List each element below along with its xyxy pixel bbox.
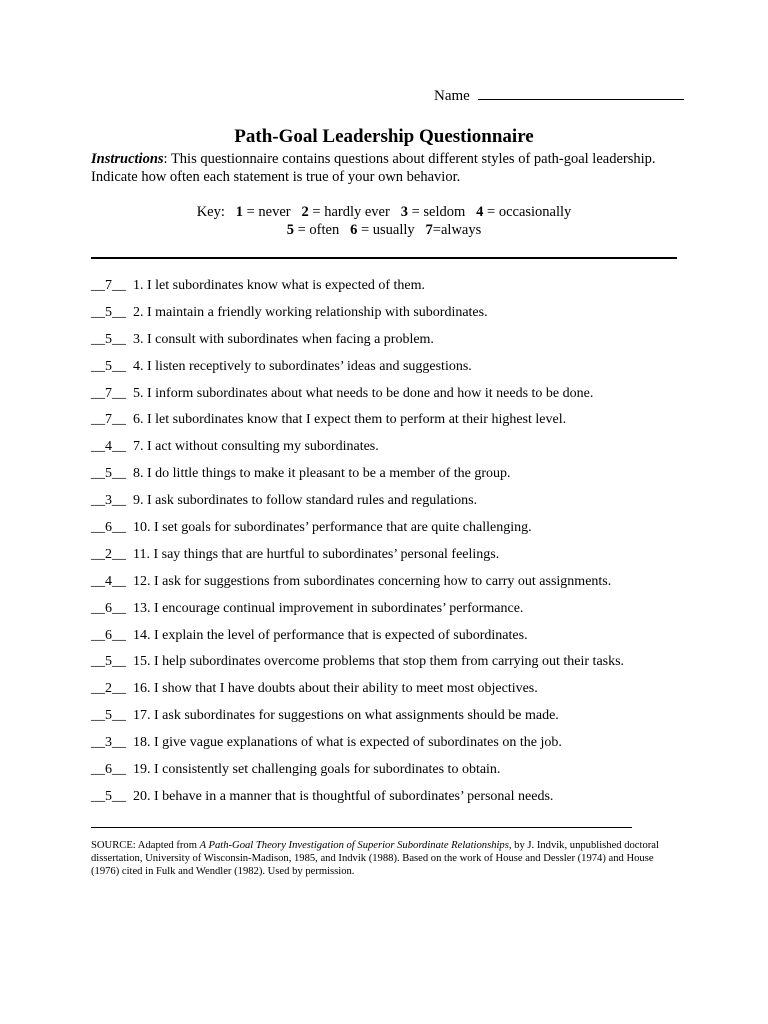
question-number: 5. xyxy=(133,385,144,401)
question-item xyxy=(91,385,691,412)
key-meaning: =always xyxy=(432,222,482,238)
key-meaning: = occasionally xyxy=(483,204,572,220)
key-meaning: = usually xyxy=(357,222,426,238)
key-number: 2 xyxy=(301,204,309,220)
answer-value: __5__ xyxy=(91,331,126,347)
question-text: I maintain a friendly working relationship with subordinates. xyxy=(147,304,488,320)
answer-value: __6__ xyxy=(91,627,126,643)
question-item xyxy=(91,600,691,627)
question-number: 14. xyxy=(133,627,151,643)
question-number: 11. xyxy=(133,546,150,562)
question-number: 17. xyxy=(133,708,151,724)
question-text: I encourage continual improvement in subordinates’ performance. xyxy=(154,600,524,616)
question-list xyxy=(91,277,691,815)
name-blank-line xyxy=(478,85,684,100)
question-text: I ask subordinates to follow standard rules and regulations. xyxy=(147,493,478,509)
question-text: I say things that are hurtful to subordinates’ personal feelings. xyxy=(153,546,500,562)
question-item xyxy=(91,788,691,815)
answer-value: __4__ xyxy=(91,439,126,455)
question-text: I set goals for subordinates’ performance that are quite challenging. xyxy=(154,520,532,536)
question-text: I ask subordinates for suggestions on what assignments should be made. xyxy=(154,708,559,724)
answer-value: __6__ xyxy=(91,762,126,778)
question-number: 20. xyxy=(133,788,151,804)
answer-value: __5__ xyxy=(91,466,126,482)
source-citation xyxy=(91,839,671,878)
answer-value: __5__ xyxy=(91,654,126,670)
key-number: 4 xyxy=(476,204,484,220)
question-text: I inform subordinates about what needs to be done and how it needs to be done. xyxy=(147,385,594,401)
question-number: 10. xyxy=(133,520,151,536)
answer-value: __6__ xyxy=(91,600,126,616)
question-item xyxy=(91,331,691,358)
question-text: I explain the level of performance that is expected of subordinates. xyxy=(154,627,528,643)
answer-value: __7__ xyxy=(91,278,126,293)
answer-value: __4__ xyxy=(91,573,126,589)
question-text: I consult with subordinates when facing a problem. xyxy=(147,331,434,347)
key-entry xyxy=(287,222,350,238)
answer-value: __5__ xyxy=(91,788,126,804)
key-entry xyxy=(476,204,571,220)
question-number: 3. xyxy=(133,331,144,347)
question-number: 4. xyxy=(133,358,144,374)
question-text: I behave in a manner that is thoughtful of subordinates’ personal needs. xyxy=(154,788,554,804)
question-item xyxy=(91,438,691,465)
question-item xyxy=(91,492,691,519)
instructions xyxy=(91,150,681,186)
answer-value: __7__ xyxy=(91,385,126,401)
question-text: I help subordinates overcome problems that stop them from carrying out their tasks. xyxy=(154,654,625,670)
question-item xyxy=(91,573,691,600)
question-number: 8. xyxy=(133,466,144,482)
source-suffix: , by J. Indvik, unpublished doctoral dissertation, University of Wisconsin-Madison, 1985, and Indvik (1988). Based on the work of House and Dessler (1974) and House (1976) cited in Fulk and Wendler (1982). Used by permission. xyxy=(91,840,659,877)
key-meaning: = seldom xyxy=(407,204,477,220)
rating-key xyxy=(0,203,768,239)
question-number: 15. xyxy=(133,654,151,670)
key-line-1 xyxy=(0,203,768,221)
key-entry xyxy=(302,204,401,220)
question-number: 13. xyxy=(133,600,151,616)
question-number: 7. xyxy=(133,439,144,455)
source-prefix: SOURCE: Adapted from xyxy=(91,840,200,851)
answer-value: __2__ xyxy=(91,546,126,562)
question-text: I do little things to make it pleasant to be a member of the group. xyxy=(147,466,511,482)
question-text: I listen receptively to subordinates’ ideas and suggestions. xyxy=(147,358,472,374)
question-text: I show that I have doubts about their ability to meet most objectives. xyxy=(154,681,538,697)
answer-value: __3__ xyxy=(91,493,126,509)
question-item xyxy=(91,519,691,546)
key-number: 3 xyxy=(400,204,408,220)
divider-bottom xyxy=(91,827,632,828)
question-text: I ask for suggestions from subordinates concerning how to carry out assignments. xyxy=(154,573,612,589)
question-number: 12. xyxy=(133,573,151,589)
key-line-2 xyxy=(0,221,768,239)
key-meaning: = often xyxy=(293,222,351,238)
question-number: 9. xyxy=(133,493,144,509)
question-number: 2. xyxy=(133,304,144,320)
answer-value: __7__ xyxy=(91,412,126,428)
key-number: 1 xyxy=(235,204,243,220)
question-item xyxy=(91,465,691,492)
page-title: Path-Goal Leadership Questionnaire xyxy=(234,126,534,147)
question-number: 1. xyxy=(133,278,144,293)
question-number: 6. xyxy=(133,412,144,428)
key-number: 5 xyxy=(286,222,294,238)
question-text: I let subordinates know that I expect them to perform at their highest level. xyxy=(147,412,567,428)
question-item xyxy=(91,680,691,707)
question-item xyxy=(91,761,691,788)
name-field xyxy=(434,85,684,105)
key-entry xyxy=(401,204,476,220)
instructions-label: Instructions xyxy=(91,151,164,167)
question-item xyxy=(91,546,691,573)
key-prefix: Key: xyxy=(196,204,236,220)
key-entry xyxy=(426,222,482,238)
question-item xyxy=(91,277,691,304)
key-number: 7 xyxy=(425,222,433,238)
source-book-title: A Path-Goal Theory Investigation of Superior Subordinate Relationships xyxy=(199,840,509,851)
question-number: 18. xyxy=(133,735,151,751)
question-item xyxy=(91,304,691,331)
question-item xyxy=(91,411,691,438)
question-item xyxy=(91,358,691,385)
key-meaning: = never xyxy=(243,204,302,220)
divider-top xyxy=(91,257,677,259)
answer-value: __5__ xyxy=(91,358,126,374)
question-item xyxy=(91,734,691,761)
question-text: I consistently set challenging goals for subordinates to obtain. xyxy=(154,762,501,778)
key-entry xyxy=(197,204,302,220)
question-number: 16. xyxy=(133,681,151,697)
question-number: 19. xyxy=(133,762,151,778)
question-text: I give vague explanations of what is expected of subordinates on the job. xyxy=(154,735,562,751)
answer-value: __3__ xyxy=(91,735,126,751)
answer-value: __6__ xyxy=(91,520,126,536)
name-label: Name xyxy=(434,88,470,104)
answer-value: __2__ xyxy=(91,681,126,697)
question-item xyxy=(91,627,691,654)
question-text: I let subordinates know what is expected of them. xyxy=(147,278,425,293)
key-number: 6 xyxy=(350,222,358,238)
instructions-text: : This questionnaire contains questions about different styles of path-goal leadership. Indicate how often each statement is true of your own behavior. xyxy=(91,151,656,185)
key-entry xyxy=(350,222,425,238)
answer-value: __5__ xyxy=(91,708,126,724)
key-meaning: = hardly ever xyxy=(308,204,401,220)
question-text: I act without consulting my subordinates. xyxy=(147,439,379,455)
answer-value: __5__ xyxy=(91,304,126,320)
question-item xyxy=(91,707,691,734)
question-item xyxy=(91,653,691,680)
